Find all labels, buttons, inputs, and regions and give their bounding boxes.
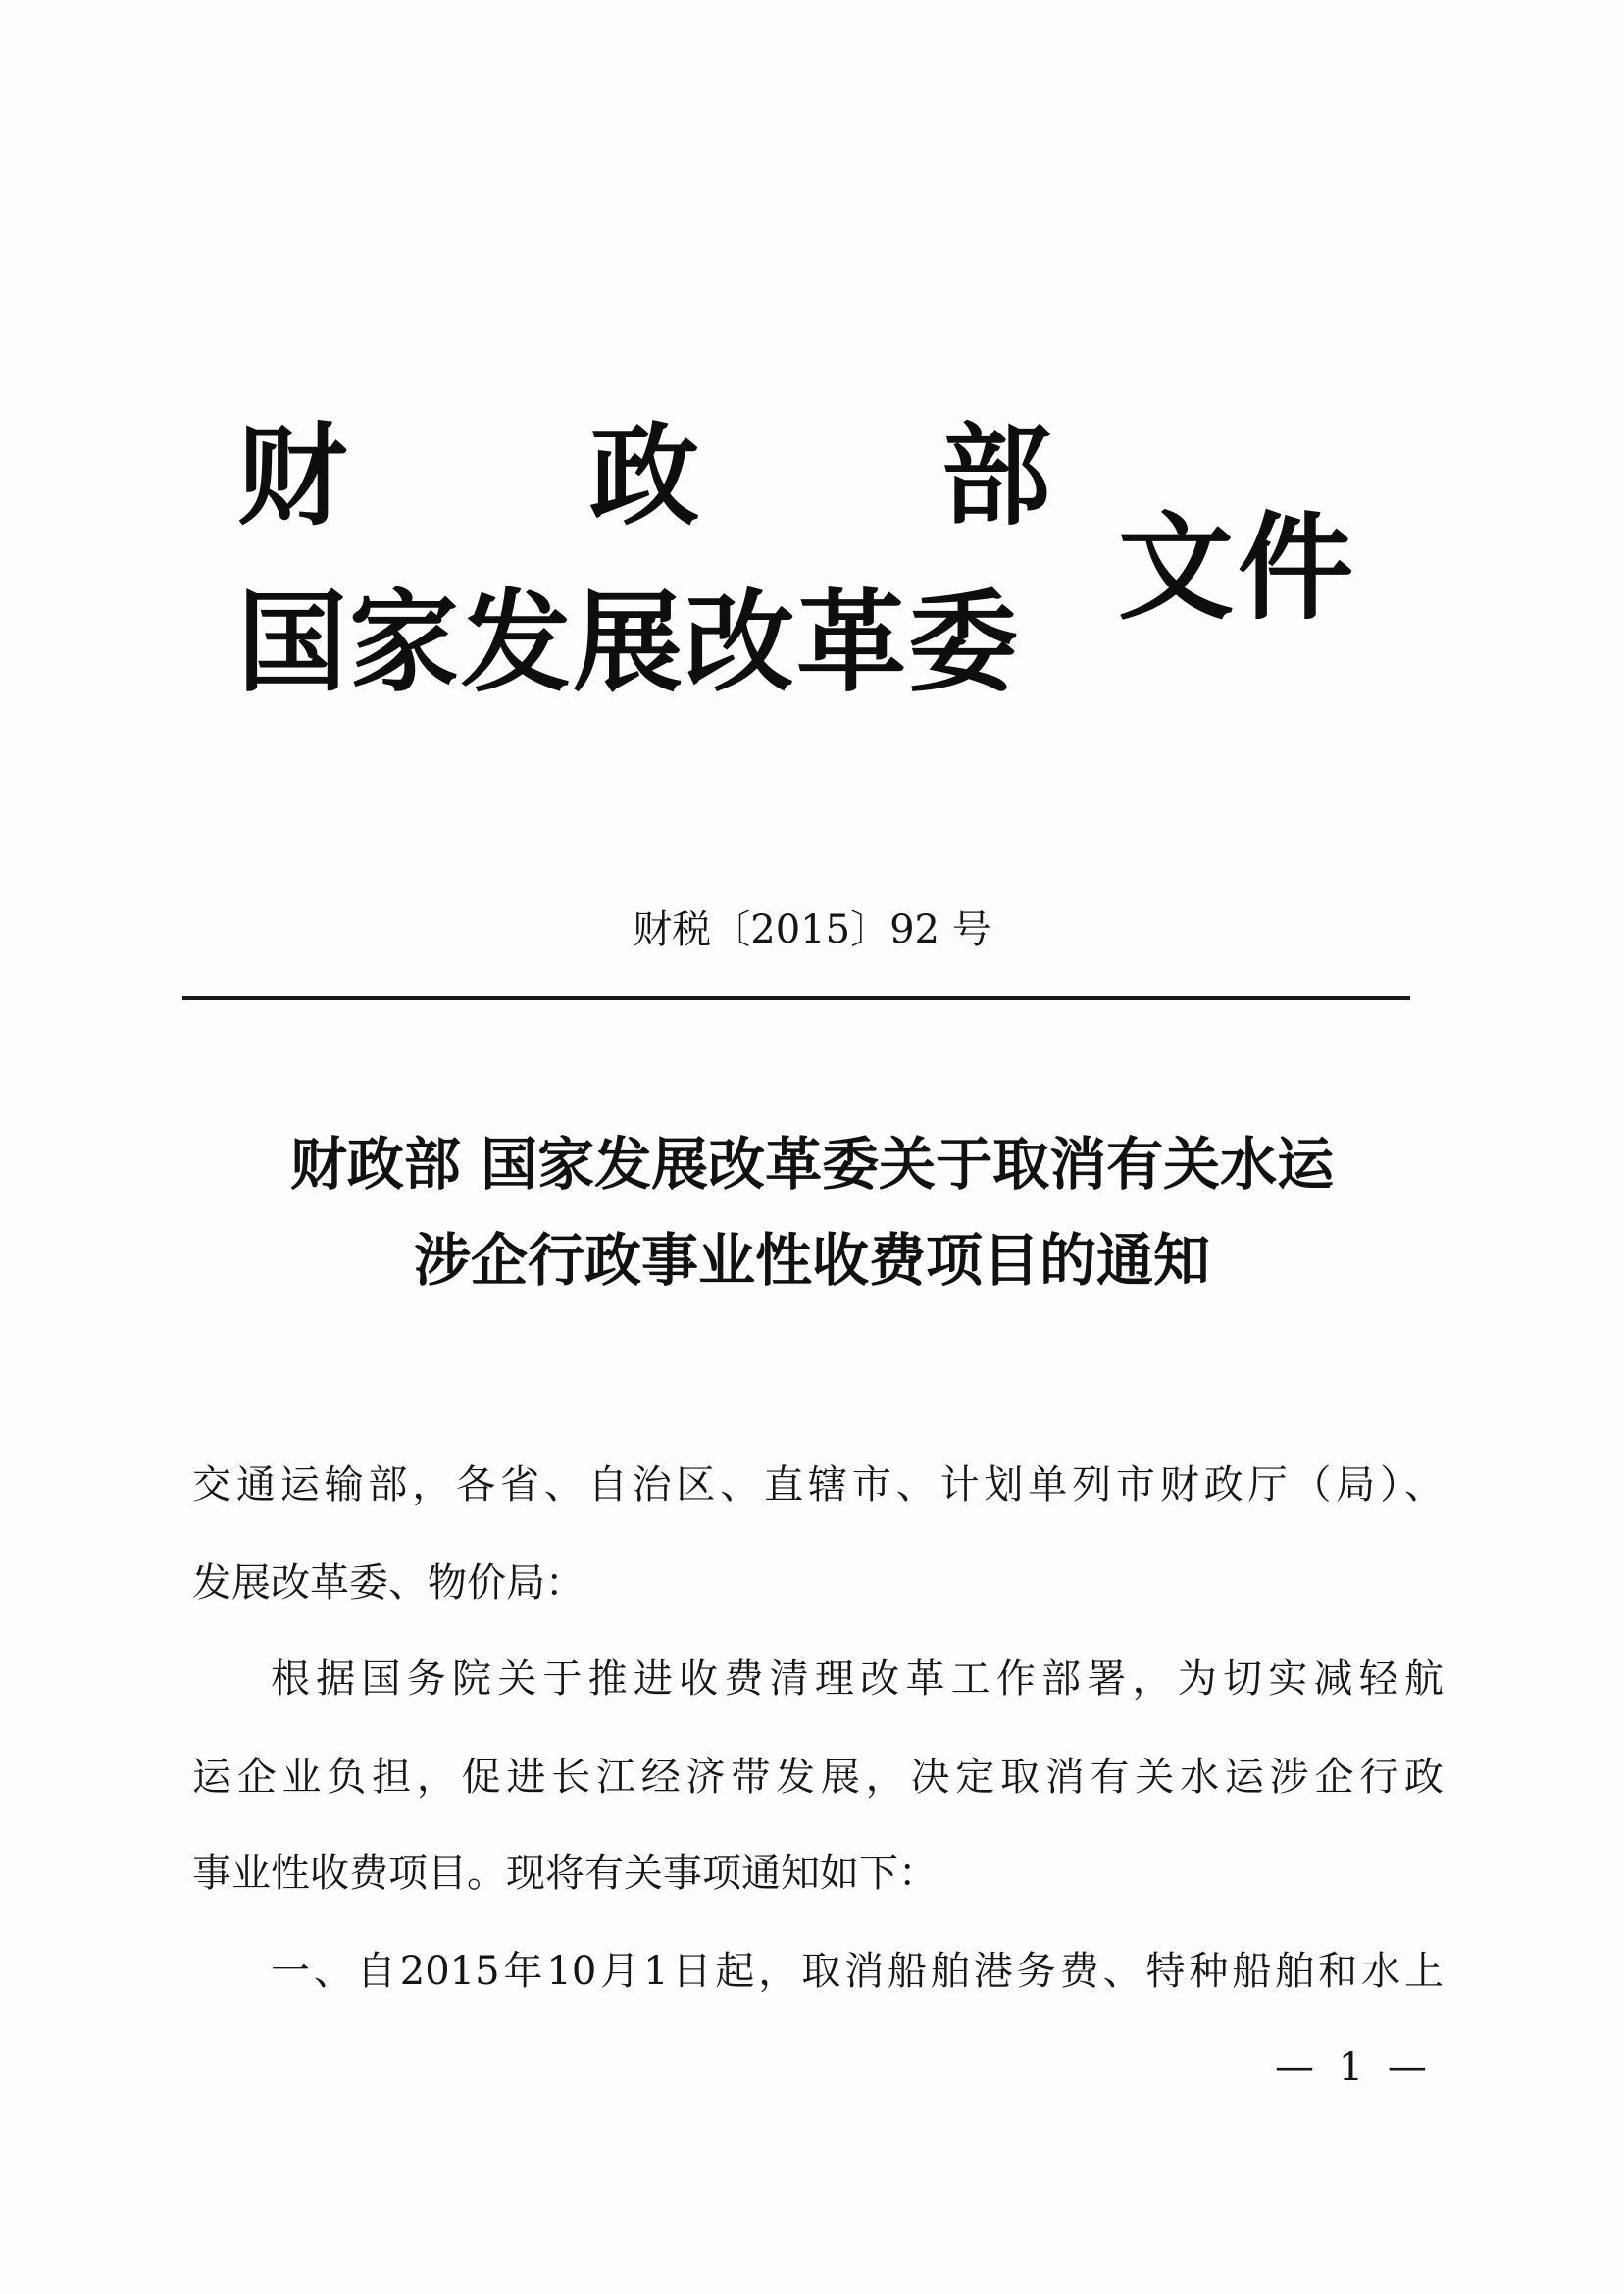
page-number: — 1 —	[1275, 2045, 1433, 2090]
header-divider	[182, 996, 1410, 1000]
document-title-line-2: 涉企行政事业性收费项目的通知	[413, 1227, 1210, 1294]
paragraph-line: 一、自2015年10月1日起，取消船舶港务费、特种船舶和水上	[271, 1949, 1444, 1994]
addressee-line-1: 交通运输部，各省、自治区、直辖市、计划单列市财政厅（局）、	[192, 1462, 1444, 1507]
paragraph-line: 运企业负担，促进长江经济带发展，决定取消有关水运涉企行政	[192, 1755, 1444, 1800]
addressee-line-2: 发展改革委、物价局：	[192, 1560, 584, 1606]
issuer-ministry-of-finance	[237, 412, 1051, 540]
issuer-char: 部	[941, 412, 1051, 540]
issuer-char: 财	[237, 412, 347, 540]
paragraph-line: 根据国务院关于推进收费清理改革工作部署，为切实减轻航	[271, 1657, 1444, 1702]
issuer-ndrc: 国家发展改革委	[237, 579, 1020, 707]
document-title-line-1: 财政部 国家发展改革委关于取消有关水运	[289, 1131, 1335, 1198]
document-type-label: 文件	[1118, 499, 1358, 636]
paragraph-line: 事业性收费项目。现将有关事项通知如下：	[192, 1851, 938, 1896]
document-number: 财税〔2015〕92 号	[633, 907, 991, 952]
issuer-char: 政	[589, 412, 699, 540]
